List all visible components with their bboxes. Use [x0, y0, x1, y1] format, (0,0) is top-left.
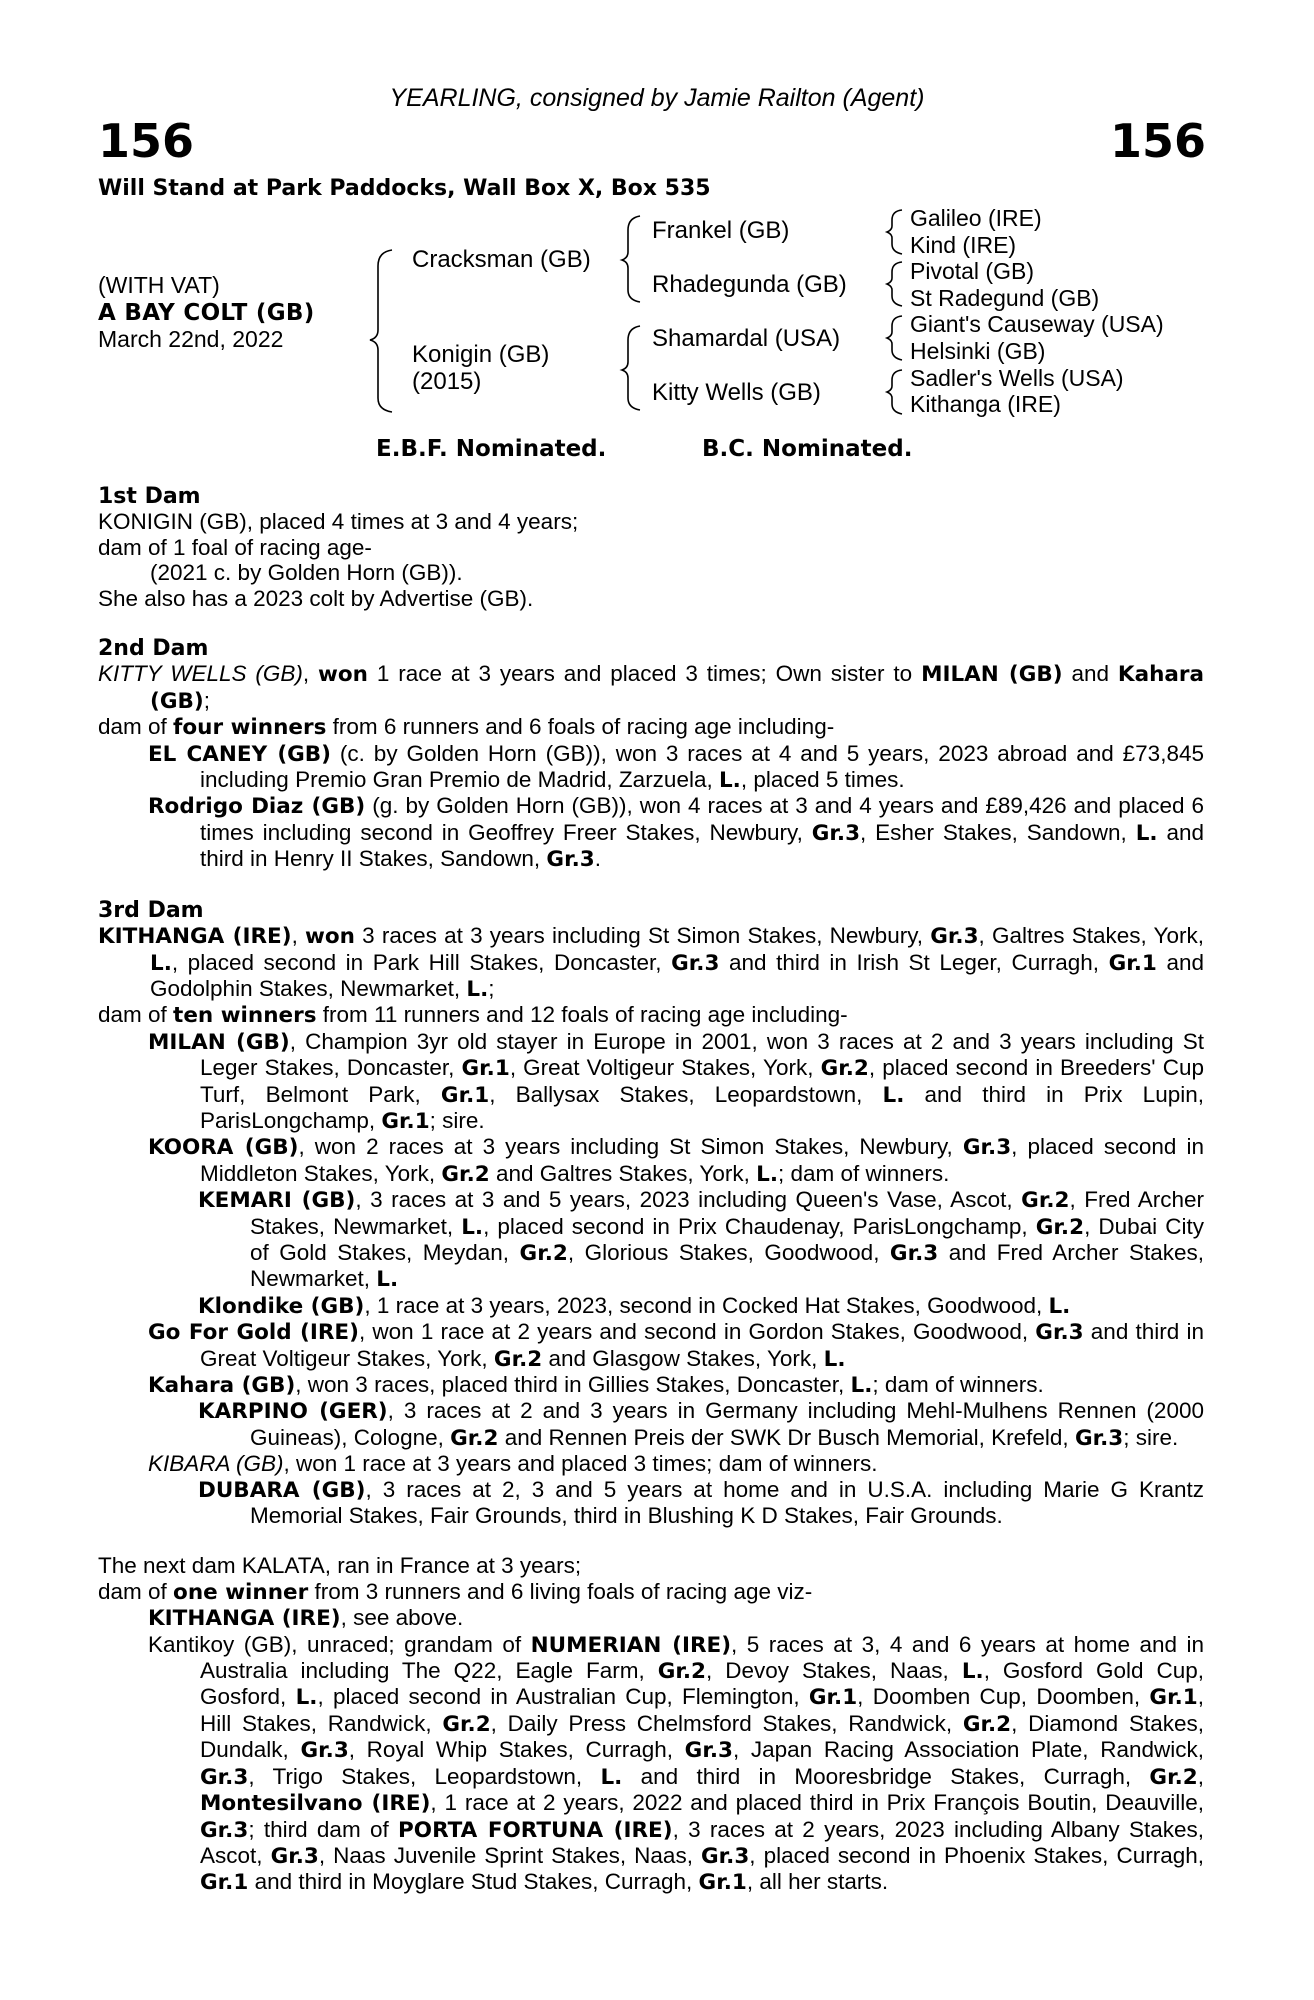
first-dam-line: She also has a 2023 colt by Advertise (GB). [98, 585, 534, 611]
dam-dam: Kitty Wells (GB) [652, 379, 821, 406]
produce-entry: Klondike (GB), 1 race at 3 years, 2023, second in Cocked Hat Stakes, Goodwood, L. [198, 1292, 1071, 1319]
grandparent-7: Sadler's Wells (USA) [910, 365, 1124, 391]
consignment-line: YEARLING, consigned by Jamie Railton (Agent) [389, 84, 925, 112]
produce-entry: KOORA (GB), won 2 races at 3 years including St Simon Stakes, Newbury, Gr.3, placed second in Middleton Stakes, York, Gr.2 and Galtres Stakes, York, L.; dam of winners. [148, 1134, 1204, 1187]
dam-sire: Shamardal (USA) [652, 325, 841, 352]
sire-dam: Rhadegunda (GB) [652, 271, 847, 298]
produce-entry: EL CANEY (GB) (c. by Golden Horn (GB)), won 3 races at 4 and 5 years, 2023 abroad and £73,845 including Premio Gran Premio de Madrid, Zarzuela, L., placed 5 times. [148, 740, 1204, 794]
grandparent-5: Giant's Causeway (USA) [910, 311, 1164, 337]
vat-note: (WITH VAT) [98, 272, 220, 298]
third-dam-heading: 3rd Dam [98, 897, 204, 923]
foaling-date: March 22nd, 2022 [98, 326, 284, 352]
produce-entry: KEMARI (GB), 3 races at 3 and 5 years, 2023 including Queen's Vase, Ascot, Gr.2, Fred Archer Stakes, Newmarket, L., placed second in Prix Chaudenay, ParisLongchamp, Gr.2, Dubai City of Gold Stakes, Meydan, Gr.2, Glorious Stakes, Goodwood, Gr.3 and Fred Archer Stakes, Newmarket, L. [198, 1187, 1205, 1293]
first-dam-line: KONIGIN (GB), placed 4 times at 3 and 4 years; [98, 509, 579, 535]
first-dam-line: dam of 1 foal of racing age- [98, 534, 372, 560]
dam: Konigin (GB) [412, 341, 550, 368]
second-dam-race-record: KITTY WELLS (GB), won 1 race at 3 years and placed 3 times; Own sister to MILAN (GB) and Kahara (GB); [98, 661, 1205, 714]
first-dam-heading: 1st Dam [98, 484, 201, 509]
produce-entry: MILAN (GB), Champion 3yr old stayer in Europe in 2001, won 3 races at 2 and 3 years including St Leger Stakes, Doncaster, Gr.1, Great Voltigeur Stakes, York, Gr.2, placed second in Breeders' Cup Turf, Belmont Park, Gr.1, Ballysax Stakes, Leopardstown, L. and third in Prix Lupin, ParisLongchamp, Gr.1; sire. [148, 1028, 1204, 1134]
sire-sire: Frankel (GB) [652, 217, 790, 244]
ebf-nomination: E.B.F. Nominated. [376, 436, 607, 462]
stand-location: Will Stand at Park Paddocks, Wall Box X, Box 535 [98, 176, 711, 201]
grandparent-3: Pivotal (GB) [910, 258, 1034, 284]
third-dam-race-record: KITHANGA (IRE), won 3 races at 3 years including St Simon Stakes, Newbury, Gr.3, Galtres Stakes, York, L., placed second in Park Hill Stakes, Doncaster, Gr.3 and third in Irish St Leger, Curragh, Gr.1 and Godolphin Stakes, Newmarket, L.; [98, 923, 1204, 1002]
grandparent-2: Kind (IRE) [910, 232, 1017, 258]
bc-nomination: B.C. Nominated. [702, 436, 913, 462]
next-dam-produce-summary: dam of one winner from 3 runners and 6 living foals of racing age viz- [98, 1578, 813, 1605]
produce-entry: Kahara (GB), won 3 races, placed third in Gillies Stakes, Doncaster, L.; dam of winners. [148, 1372, 1044, 1398]
produce-entry: KARPINO (GER), 3 races at 2 and 3 years in Germany including Mehl-Mulhens Rennen (2000 Guineas), Cologne, Gr.2 and Rennen Preis der SWK Dr Busch Memorial, Krefeld, Gr.3; sire. [198, 1398, 1204, 1451]
produce-entry: Go For Gold (IRE), won 1 race at 2 years and second in Gordon Stakes, Goodwood, Gr.3 and third in Great Voltigeur Stakes, York, Gr.2 and Glasgow Stakes, York, L. [148, 1319, 1204, 1372]
produce-entry: KIBARA (GB), won 1 race at 3 years and placed 3 times; dam of winners. [148, 1451, 878, 1477]
grandparent-4: St Radegund (GB) [910, 285, 1100, 311]
grandparent-1: Galileo (IRE) [910, 205, 1042, 231]
second-dam-heading: 2nd Dam [98, 636, 209, 662]
second-dam-produce-summary: dam of four winners from 6 runners and 6 foals of racing age including- [98, 714, 835, 741]
dam-year: (2015) [412, 368, 482, 395]
sire: Cracksman (GB) [412, 246, 591, 273]
produce-entry: Kantikoy (GB), unraced; grandam of NUMERIAN (IRE), 5 races at 3, 4 and 6 years at home and in Australia including The Q22, Eagle Farm, Gr.2, Devoy Stakes, Naas, L., Gosford Gold Cup, Gosford, L., placed second in Australian Cup, Flemington, Gr.1, Doomben Cup, Doomben, Gr.1, Hill Stakes, Randwick, Gr.2, Daily Press Chelmsford Stakes, Randwick, Gr.2, Diamond Stakes, Dundalk, Gr.3, Royal Whip Stakes, Curragh, Gr.3, Japan Racing Association Plate, Randwick, Gr.3, Trigo Stakes, Leopardstown, L. and third in Mooresbridge Stakes, Curragh, Gr.2, Montesilvano (IRE), 1 race at 2 years, 2022 and placed third in Prix François Boutin, Deauville, Gr.3; third dam of PORTA FORTUNA (IRE), 3 races at 2 years, 2023 including Albany Stakes, Ascot, Gr.3, Naas Juvenile Sprint Stakes, Naas, Gr.3, placed second in Phoenix Stakes, Curragh, Gr.1 and third in Moyglare Stud Stakes, Curragh, Gr.1, all her starts. [148, 1631, 1205, 1896]
lot-number-right: 156 [1109, 114, 1206, 168]
lot-number-left: 156 [98, 114, 195, 168]
grandparent-6: Helsinki (GB) [910, 338, 1046, 364]
produce-entry: KITHANGA (IRE), see above. [148, 1605, 464, 1632]
first-dam-line: (2021 c. by Golden Horn (GB)). [150, 560, 463, 586]
produce-entry: DUBARA (GB), 3 races at 2, 3 and 5 years at home and in U.S.A. including Marie G Krantz Memorial Stakes, Fair Grounds, third in Blushing K D Stakes, Fair Grounds. [198, 1476, 1204, 1529]
next-dam-line: The next dam KALATA, ran in France at 3 years; [98, 1553, 582, 1579]
grandparent-8: Kithanga (IRE) [910, 391, 1061, 417]
catalogue-body [98, 484, 1204, 1896]
produce-entry: Rodrigo Diaz (GB) (g. by Golden Horn (GB)), won 4 races at 3 and 4 years and £89,426 and placed 6 times including second in Geoffrey Freer Stakes, Newbury, Gr.3, Esher Stakes, Sandown, L. and third in Henry II Stakes, Sandown, Gr.3. [148, 793, 1205, 873]
horse-name: A BAY COLT (GB) [98, 300, 315, 326]
third-dam-produce-summary: dam of ten winners from 11 runners and 12 foals of racing age including- [98, 1002, 848, 1029]
